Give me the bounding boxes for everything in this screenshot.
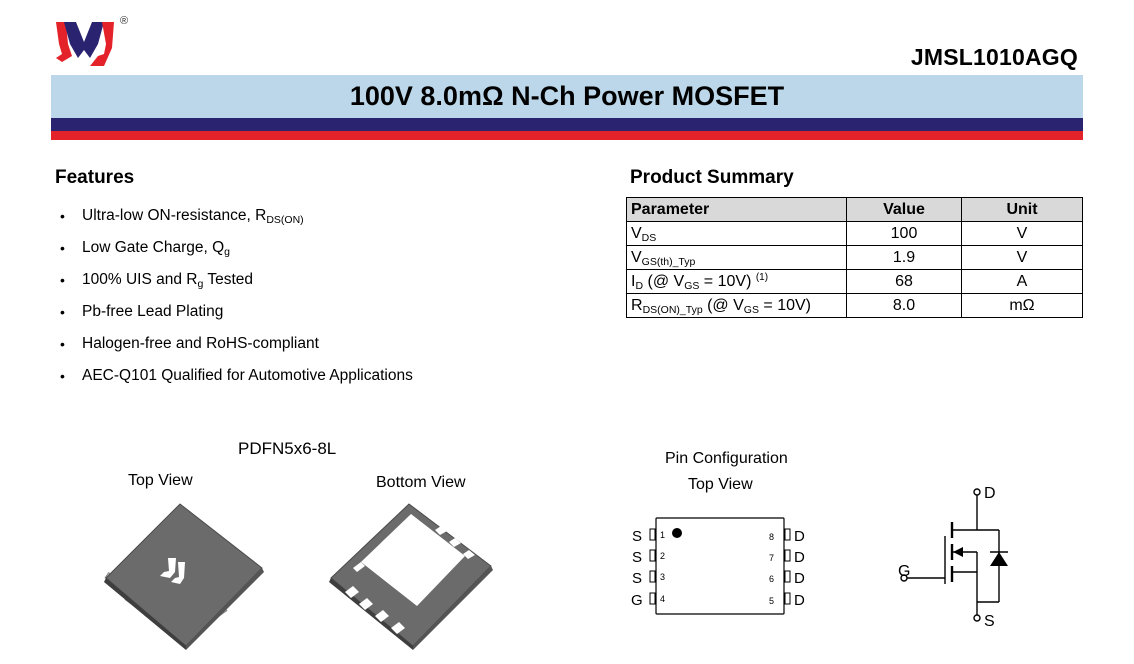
- unit-cell: V: [962, 246, 1083, 270]
- red-stripe: [51, 131, 1083, 140]
- company-logo-icon: [54, 14, 134, 72]
- feature-item: • 100% UIS and $R_g$ Tested: [60, 268, 413, 300]
- pin-configuration-diagram: [628, 512, 813, 617]
- value-cell: 8.0: [847, 294, 962, 318]
- pin-number: 5: [769, 596, 775, 606]
- features-heading: Features: [55, 167, 135, 188]
- summary-heading: Product Summary: [630, 167, 794, 188]
- parameter-cell: $R_{DS(ON)\_Typ}$ (@ $V_{GS} = 10V$): [627, 294, 847, 318]
- feature-item: • Pb-free Lead Plating: [60, 300, 413, 332]
- title-band: [51, 75, 1083, 118]
- pin-number: 6: [769, 574, 775, 584]
- pin-number: 7: [769, 553, 775, 563]
- unit-cell: A: [962, 270, 1083, 294]
- document-title: 100V 8.0mΩ N-Ch Power MOSFET: [349, 81, 785, 111]
- table-row: [627, 294, 1083, 318]
- pin-number: 4: [660, 594, 666, 604]
- pin-label: D: [794, 528, 805, 545]
- pin-label: S: [632, 570, 643, 587]
- column-header: Unit: [962, 198, 1083, 222]
- feature-item: • AEC-Q101 Qualified for Automotive Applications: [60, 364, 413, 396]
- pin-config-title: Pin Configuration: [665, 450, 788, 467]
- registered-mark: ®: [120, 15, 129, 27]
- package-top-view-image: [98, 500, 268, 650]
- table-row: [627, 222, 1083, 246]
- features-list: [60, 204, 413, 396]
- package-bottom-view-image: [325, 500, 495, 650]
- feature-item: • Low Gate Charge, $Q_g$: [60, 236, 413, 268]
- table-row: [627, 246, 1083, 270]
- pin-label: D: [794, 592, 805, 609]
- pin-number: 1: [660, 530, 666, 540]
- drain-label: D: [984, 485, 996, 502]
- pin-label: D: [794, 570, 805, 587]
- pin-label: G: [631, 592, 643, 609]
- parameter-cell: $I_D$ (@ $V_{GS} = 10V$) $^{(1)}$: [627, 270, 847, 294]
- value-cell: 100: [847, 222, 962, 246]
- product-summary-table: [626, 197, 1083, 318]
- parameter-cell: $V_{GS(th)\_Typ}$: [627, 246, 847, 270]
- bottom-view-label: Bottom View: [376, 474, 466, 491]
- feature-item: • Ultra-low ON-resistance, $R_{DS(ON)}$: [60, 204, 413, 236]
- gate-label: G: [898, 563, 911, 580]
- pin-number: 8: [769, 532, 775, 542]
- value-cell: 1.9: [847, 246, 962, 270]
- source-label: S: [984, 613, 995, 630]
- mosfet-symbol-icon: [895, 480, 1015, 630]
- pin-number: 3: [660, 572, 666, 582]
- package-name: PDFN5x6-8L: [238, 439, 337, 458]
- navy-stripe: [51, 118, 1083, 131]
- pin-label: S: [632, 528, 643, 545]
- part-number: JMSL1010AGQ: [910, 44, 1078, 70]
- column-header: Parameter: [627, 198, 847, 222]
- feature-item: • Halogen-free and RoHS-compliant: [60, 332, 413, 364]
- value-cell: 68: [847, 270, 962, 294]
- pin-config-view: Top View: [688, 476, 753, 493]
- pin-label: D: [794, 549, 805, 566]
- unit-cell: V: [962, 222, 1083, 246]
- table-header-row: [627, 198, 1083, 222]
- parameter-cell: $V_{DS}$: [627, 222, 847, 246]
- column-header: Value: [847, 198, 962, 222]
- unit-cell: mΩ: [962, 294, 1083, 318]
- pin-number: 2: [660, 551, 666, 561]
- pin-label: S: [632, 549, 643, 566]
- top-view-label: Top View: [128, 472, 193, 489]
- table-row: [627, 270, 1083, 294]
